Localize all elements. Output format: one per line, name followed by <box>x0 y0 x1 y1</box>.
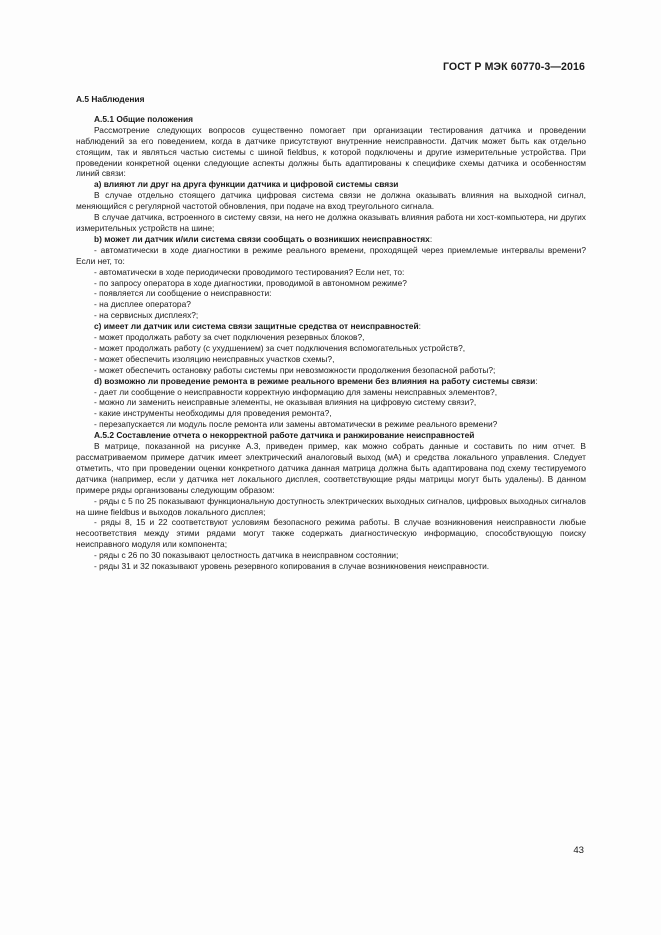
list-item-d-text: d) возможно ли проведение ремонта в режиме реального времени без влияния на работу системы связи <box>94 375 536 386</box>
list-line: - автоматически в ходе диагностики в режиме реального времени, проходящей через приемлемые интервалы времени? Если нет, то: <box>76 244 586 266</box>
paragraph-standalone: В случае отдельно стоящего датчика цифровая система связи не должна оказывать влияния на выходной сигнал, меняющийся с регулярной частотой обновления, при подаче на вход треугольного сигнала. <box>76 190 586 212</box>
paragraph-embedded: В случае датчика, встроенного в систему связи, на него не должна оказывать влияния работа ни хост-компьютера, ни других измерительных устройств на шине; <box>76 212 586 233</box>
list-item-a <box>76 179 586 190</box>
list-line: - дает ли сообщение о неисправности корректную информацию для замены неисправных элементов?, <box>94 386 498 397</box>
list-line: - на дисплее оператора? <box>94 299 191 310</box>
list-line: - может обеспечить остановку работы системы при невозможности продолжения безопасной работы?; <box>94 364 496 375</box>
subsection-title-2: А.5.2 Составление отчета о некорректной работе датчика и ранжирование неисправностей <box>94 430 475 441</box>
list-item-b-colon: : <box>429 233 433 244</box>
document-body <box>76 94 586 572</box>
list-line: - какие инструменты необходимы для проведения ремонта?, <box>94 408 332 419</box>
paragraph-matrix: В матрице, показанной на рисунке А.3, приведен пример, как можно собрать данные и составить по ним отчет. В рассматриваемом примере датчик имеет электрический аналоговый выход (мА) и средства локального управления. Следует отметить, что при проведении оценки конкретного датчика данная матрица должна быть адаптирована под схему тестируемого датчика (например, если у датчика нет локального дисплея, соответствующие ряды матрицы могут быть удалены). В данном примере ряды организованы следующим образом: <box>76 441 586 495</box>
list-line: - по запросу оператора в ходе диагностики, проводимой в автономном режиме? <box>94 277 407 288</box>
list-line: - можно ли заменить неисправные элементы, не оказывая влияния на цифровую систему связи?, <box>94 397 477 408</box>
list-item-d-colon: : <box>535 375 538 386</box>
section-title: А.5 Наблюдения <box>76 94 145 104</box>
list-line: - ряды 8, 15 и 22 соответствуют условиям безопасного режима работы. В случае возникновения неисправности любые несоответствия между этими рядами могут также содержать диагностическую информацию, способствующую поиску неисправного модуля или компонента; <box>76 517 586 550</box>
list-item-a-text: а) влияют ли друг на друга функции датчика и цифровой системы связи <box>94 179 399 190</box>
list-item-c <box>76 321 586 332</box>
list-line: - автоматически в ходе периодически проводимого тестирования? Если нет, то: <box>94 266 405 277</box>
list-line: - может обеспечить изоляцию неисправных участков схемы?, <box>94 353 335 364</box>
document-header: ГОСТ Р МЭК 60770-3—2016 <box>442 61 585 73</box>
list-item-b <box>76 234 586 245</box>
list-item-d <box>76 376 586 387</box>
list-line: - ряды с 26 по 30 показывают целостность датчика в неисправном состоянии; <box>94 550 399 561</box>
page-number: 43 <box>573 845 584 856</box>
list-item-b-text: b) может ли датчик и/или система связи сообщать о возникших неисправностях <box>94 233 430 244</box>
list-line: - может продолжать работу за счет подключения резервных блоков?, <box>94 332 365 343</box>
list-line: - появляется ли сообщение о неисправности: <box>94 288 272 299</box>
list-line: - может продолжать работу (с ухудшением) за счет подключения вспомогательных устройств?, <box>94 342 466 353</box>
list-item-c-colon: : <box>418 321 421 332</box>
paragraph-intro: Рассмотрение следующих вопросов существенно помогает при организации тестирования датчика и проведении наблюдений за его поведением, когда в датчике присутствуют внутренние неисправности. Датчик может быть как отдельно стоящим, так и являться частью системы с шиной fieldbus, к которой подключены и другие измерительные устройства. При проведении конкретной оценки следующие аспекты должны быть адаптированы к специфике схемы датчика и особенностям линий связи: <box>76 124 586 179</box>
list-line: - ряды с 5 по 25 показывают функциональную доступность электрических выходных сигналов, цифровых выходных сигналов на шине fieldbus и выходов локального дисплея; <box>76 495 586 517</box>
list-line: - на сервисных дисплеях?; <box>94 310 199 321</box>
list-item-c-text: с) имеет ли датчик или система связи защитные средства от неисправностей <box>94 321 419 332</box>
list-line: - перезапускается ли модуль после ремонта или замены автоматически в режиме реального времени? <box>94 419 498 430</box>
subsection-title-1: А.5.1 Общие положения <box>94 113 193 124</box>
list-line: - ряды 31 и 32 показывают уровень резервного копирования в случае возникновения неисправности. <box>94 561 490 572</box>
